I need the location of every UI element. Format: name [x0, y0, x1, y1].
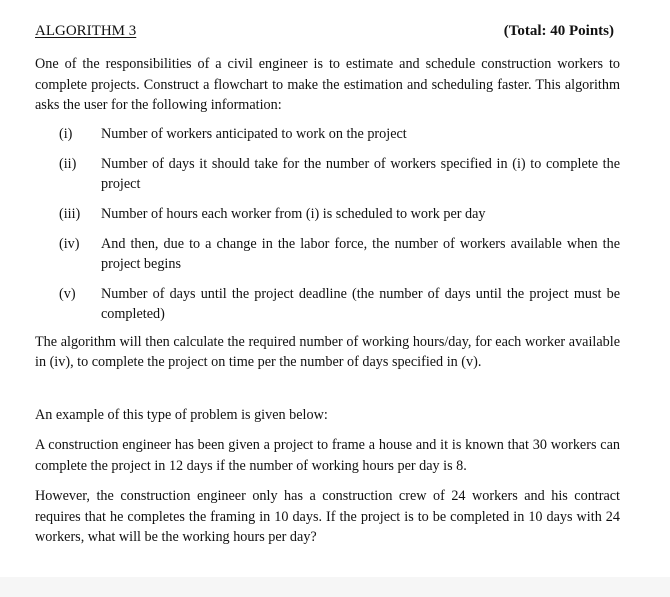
- example-paragraph-1: A construction engineer has been given a project to frame a house and it is known that 30 workers can complete the project in 12 days if the number of working hours per day is 8.: [35, 437, 620, 474]
- total-points: (Total: 40 Points): [503, 23, 614, 39]
- information-list: [35, 124, 620, 324]
- page-bottom-band: [0, 577, 670, 597]
- example-intro: An example of this type of problem is given below:: [35, 406, 328, 423]
- list-item-text: Number of hours each worker from (i) is scheduled to work per day: [101, 205, 486, 222]
- list-item: [35, 234, 620, 274]
- list-item: [35, 124, 620, 144]
- list-item-number: (iii): [59, 205, 81, 222]
- list-item-number: (ii): [59, 155, 77, 172]
- list-item: [35, 204, 620, 224]
- header: [35, 18, 620, 44]
- list-item: [35, 154, 620, 194]
- list-item: [35, 284, 620, 324]
- list-item-text: Number of workers anticipated to work on the project: [101, 125, 407, 142]
- list-item-text: And then, due to a change in the labor force, the number of workers available when the project begins: [101, 235, 620, 272]
- list-item-number: (i): [59, 125, 73, 142]
- list-item-text: Number of days it should take for the number of workers specified in (i) to complete the project: [101, 155, 620, 192]
- intro-paragraph: One of the responsibilities of a civil engineer is to estimate and schedule construction workers to complete projects. Construct a flowchart to make the estimation and scheduling faster. This algorithm asks the user for the following information:: [35, 56, 620, 113]
- list-item-number: (v): [59, 285, 76, 302]
- algorithm-title: ALGORITHM 3: [35, 23, 137, 39]
- list-item-text: Number of days until the project deadline (the number of days until the project must be completed): [101, 285, 620, 322]
- example-paragraph-2: However, the construction engineer only has a construction crew of 24 workers and his contract requires that he completes the framing in 10 days. If the project is to be completed in 10 days with 24 workers, what will be the working hours per day?: [35, 488, 620, 545]
- calculation-paragraph: The algorithm will then calculate the required number of working hours/day, for each worker available in (iv), to complete the project on time per the number of days specified in (v).: [35, 333, 620, 370]
- list-item-number: (iv): [59, 235, 80, 252]
